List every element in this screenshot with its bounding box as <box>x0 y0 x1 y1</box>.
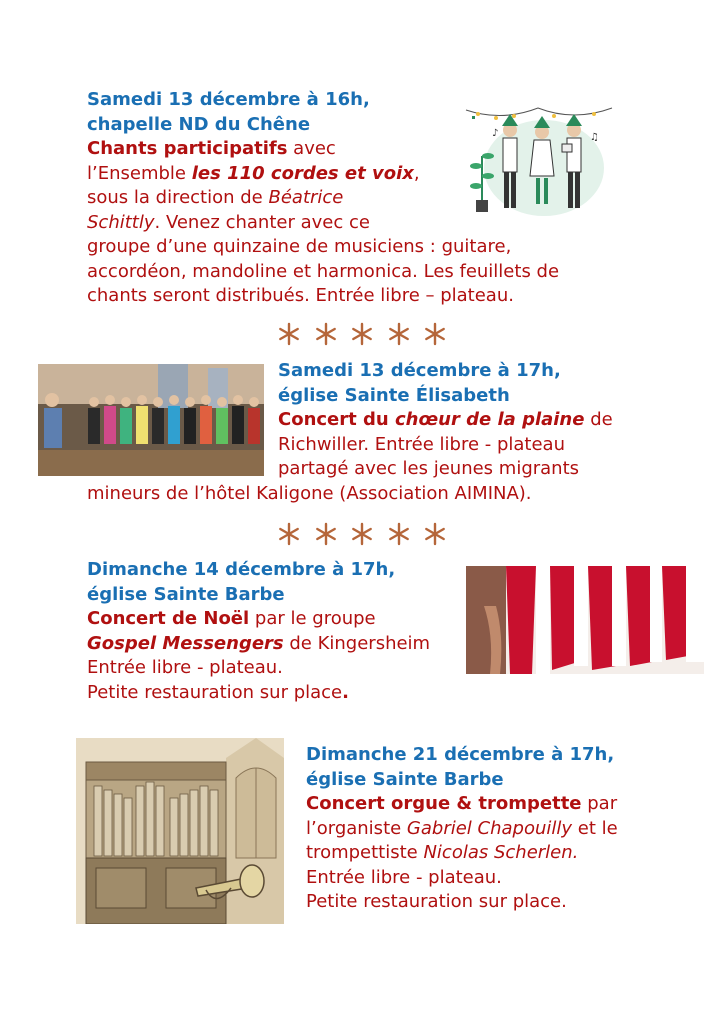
event-3-text: Petite restauration sur place <box>87 681 343 703</box>
event-4-title: Concert orgue & trompette <box>306 793 582 814</box>
organist-name: Gabriel Chapouilly <box>406 817 573 839</box>
event-2-date: Samedi 13 décembre à 17h, <box>278 360 561 381</box>
svg-text:♪: ♪ <box>492 128 499 139</box>
gospel-robes-photo <box>466 566 704 674</box>
director-name: Béatrice <box>268 187 344 208</box>
event-1-venue: chapelle ND du Chêne <box>87 113 311 135</box>
trumpeter-name: Nicolas Scherlen. <box>423 842 579 863</box>
event-4-date: Dimanche 21 décembre à 17h, <box>306 744 615 765</box>
carolers-illustration <box>462 96 614 220</box>
event-1-text: groupe d’une quinzaine de musiciens : guitare, <box>87 236 512 257</box>
event-3-title: Concert de Noël <box>87 608 250 629</box>
choir-photo <box>38 364 264 476</box>
event-1-text: sous la direction de <box>87 187 269 208</box>
event-3-date: Dimanche 14 décembre à 17h, <box>87 559 396 580</box>
snowflake-icon <box>423 522 447 546</box>
event-3-text: Entrée libre - plateau. <box>87 657 283 678</box>
event-4-text: trompettiste <box>306 842 424 863</box>
organ-trumpet-illustration <box>76 738 284 924</box>
snowflake-icon <box>277 522 301 546</box>
event-2-text: Richwiller. Entrée libre - plateau <box>278 433 565 455</box>
event-4-text: par <box>581 793 618 814</box>
event-2 <box>278 359 613 482</box>
snowflake-divider <box>277 522 447 546</box>
snowflake-icon <box>277 322 301 346</box>
snowflake-icon <box>387 522 411 546</box>
event-4-text: Petite restauration sur place. <box>306 891 567 912</box>
ensemble-name: les 110 cordes et voix <box>191 162 414 184</box>
event-3 <box>87 558 430 705</box>
event-1-text: avec <box>287 138 336 159</box>
snowflake-divider <box>277 322 447 346</box>
event-1-text: chants seront distribués. Entrée libre – plateau. <box>87 285 514 306</box>
event-2-text: mineurs de l’hôtel Kaligone (Association AIMINA). <box>87 483 532 504</box>
event-1-date: Samedi 13 décembre à 16h, <box>87 89 370 110</box>
event-4-text: l’organiste <box>306 817 407 839</box>
event-4-text: et le <box>572 817 618 839</box>
event-1-title: Chants participatifs <box>87 138 288 159</box>
choir-name: chœur de la plaine <box>394 409 585 430</box>
snowflake-icon <box>314 322 338 346</box>
event-2-text: de <box>584 409 613 430</box>
event-1-text: , <box>413 162 420 184</box>
event-2-venue: église Sainte Élisabeth <box>278 384 510 406</box>
event-3-text: de Kingersheim <box>283 632 431 654</box>
group-name: Gospel Messengers <box>87 632 284 654</box>
event-3-text: . <box>342 681 349 703</box>
snowflake-icon <box>350 522 374 546</box>
event-4 <box>306 743 618 915</box>
event-4-venue: église Sainte Barbe <box>306 768 504 790</box>
director-name: Schittly <box>87 211 155 233</box>
svg-text:♫: ♫ <box>590 132 599 143</box>
event-2-title: Concert du <box>278 409 395 430</box>
event-4-text: Entrée libre - plateau. <box>306 866 502 888</box>
snowflake-icon <box>350 322 374 346</box>
event-1-text: accordéon, mandoline et harmonica. Les feuillets de <box>87 260 560 282</box>
event-1-text: l’Ensemble <box>87 162 192 184</box>
event-3-venue: église Sainte Barbe <box>87 583 285 605</box>
event-3-text: par le groupe <box>249 608 376 629</box>
snowflake-icon <box>387 322 411 346</box>
snowflake-icon <box>423 322 447 346</box>
event-2-text: partagé avec les jeunes migrants <box>278 458 580 479</box>
event-1-text: . Venez chanter avec ce <box>154 211 370 233</box>
event-2-continued <box>87 482 532 507</box>
snowflake-icon <box>314 522 338 546</box>
